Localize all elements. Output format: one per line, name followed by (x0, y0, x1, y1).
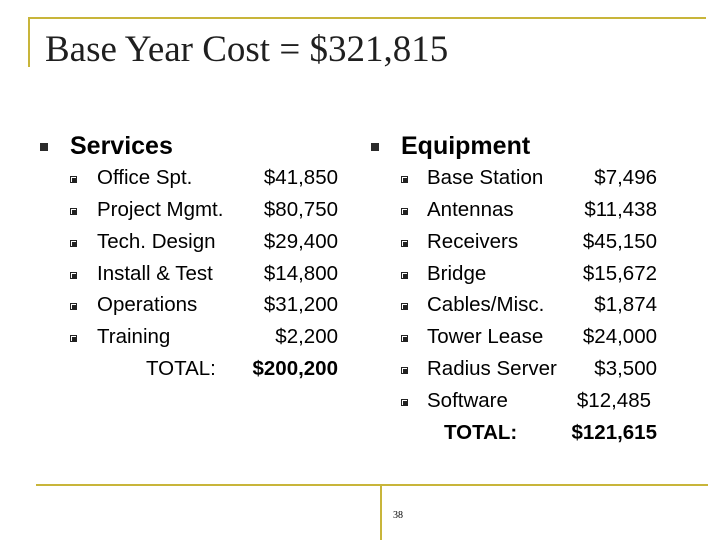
sub-bullet-icon (70, 176, 77, 183)
sub-bullet-icon (401, 399, 408, 406)
item-value: $41,850 (263, 166, 338, 189)
services-heading: Services (70, 132, 173, 160)
item-label: Receivers (427, 230, 519, 253)
item-label: Software (427, 389, 508, 412)
item-value: $80,750 (263, 198, 338, 221)
total-value: $200,200 (252, 357, 338, 380)
sub-bullet-icon (401, 240, 408, 247)
equipment-item (401, 357, 657, 387)
title-left-rule (28, 17, 30, 67)
total-value: $121,615 (571, 421, 657, 444)
item-value: $31,200 (263, 293, 338, 316)
equipment-item (401, 389, 651, 419)
sub-bullet-icon (401, 176, 408, 183)
sub-bullet-icon (70, 272, 77, 279)
equipment-item (401, 198, 657, 228)
services-bullet-icon (40, 143, 48, 151)
sub-bullet-icon (401, 208, 408, 215)
item-label: Radius Server (427, 357, 557, 380)
item-label: Tech. Design (97, 230, 216, 253)
item-value: $1,874 (594, 293, 657, 316)
sub-bullet-icon (401, 303, 408, 310)
footer-vertical-rule (380, 484, 382, 540)
slide-title: Base Year Cost = $321,815 (45, 29, 449, 70)
item-value: $12,485 (576, 389, 651, 412)
equipment-item (401, 166, 657, 196)
equipment-heading: Equipment (401, 132, 531, 160)
total-label: TOTAL: (146, 357, 216, 380)
item-value: $3,500 (594, 357, 657, 380)
item-value: $7,496 (594, 166, 657, 189)
item-value: $45,150 (582, 230, 657, 253)
sub-bullet-icon (70, 208, 77, 215)
item-label: Base Station (427, 166, 544, 189)
equipment-total (401, 421, 657, 451)
sub-bullet-icon (70, 303, 77, 310)
item-label: Office Spt. (97, 166, 193, 189)
equipment-item (401, 262, 657, 292)
item-value: $29,400 (263, 230, 338, 253)
item-label: Bridge (427, 262, 487, 285)
services-total (70, 357, 338, 387)
equipment-item (401, 325, 657, 355)
sub-bullet-icon (401, 272, 408, 279)
item-value: $14,800 (263, 262, 338, 285)
item-value: $24,000 (582, 325, 657, 348)
services-item (70, 262, 338, 292)
services-item (70, 293, 338, 323)
total-label: TOTAL: (444, 421, 518, 444)
services-item (70, 230, 338, 260)
services-item (70, 166, 338, 196)
sub-bullet-icon (401, 367, 408, 374)
item-label: Install & Test (97, 262, 213, 285)
item-label: Project Mgmt. (97, 198, 224, 221)
equipment-item (401, 230, 657, 260)
title-top-rule (28, 17, 706, 19)
equipment-bullet-icon (371, 143, 379, 151)
equipment-item (401, 293, 657, 323)
services-item (70, 325, 338, 355)
item-value: $15,672 (582, 262, 657, 285)
item-label: Cables/Misc. (427, 293, 545, 316)
sub-bullet-icon (401, 335, 408, 342)
item-label: Antennas (427, 198, 514, 221)
item-label: Operations (97, 293, 198, 316)
item-label: Tower Lease (427, 325, 544, 348)
sub-bullet-icon (70, 335, 77, 342)
item-label: Training (97, 325, 171, 348)
services-item (70, 198, 338, 228)
item-value: $11,438 (584, 198, 657, 221)
sub-bullet-icon (70, 240, 77, 247)
footer-rule (36, 484, 708, 486)
item-value: $2,200 (275, 325, 338, 348)
page-number: 38 (393, 510, 403, 521)
